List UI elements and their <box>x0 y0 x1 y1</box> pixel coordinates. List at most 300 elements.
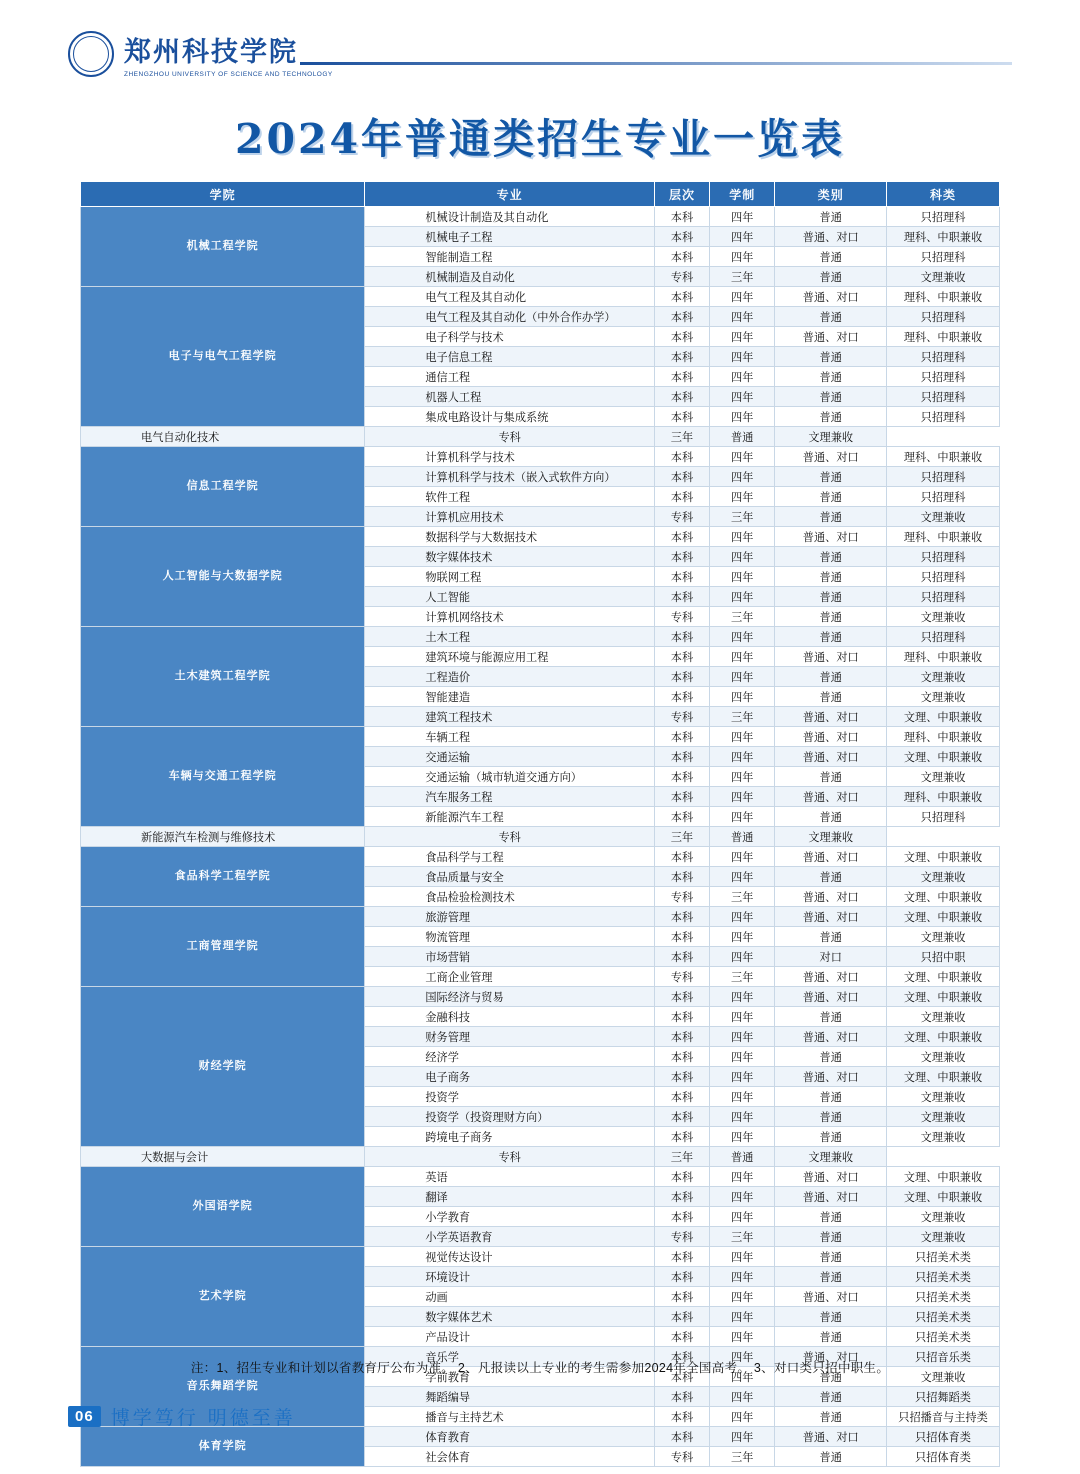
subject-cell: 文理兼收 <box>887 667 1000 687</box>
level-cell: 本科 <box>654 1047 709 1067</box>
table-header <box>81 182 1000 207</box>
college-cell: 工商管理学院 <box>81 907 365 987</box>
major-cell: 投资学（投资理财方向） <box>365 1107 655 1127</box>
category-cell: 普通、对口 <box>775 327 887 347</box>
subject-cell: 理科、中职兼收 <box>887 647 1000 667</box>
category-cell: 普通 <box>775 1247 887 1267</box>
category-cell: 普通 <box>775 1267 887 1287</box>
category-cell: 普通 <box>775 567 887 587</box>
major-cell: 物联网工程 <box>365 567 655 587</box>
subject-cell: 只招美术类 <box>887 1307 1000 1327</box>
years-cell: 四年 <box>710 907 775 927</box>
years-cell: 四年 <box>710 647 775 667</box>
college-cell: 信息工程学院 <box>81 447 365 527</box>
level-cell: 本科 <box>654 367 709 387</box>
subject-cell: 只招理科 <box>887 467 1000 487</box>
subject-cell: 文理、中职兼收 <box>887 1167 1000 1187</box>
years-cell: 四年 <box>710 1367 775 1387</box>
category-cell: 普通 <box>710 827 775 847</box>
subject-cell: 文理、中职兼收 <box>887 907 1000 927</box>
category-cell: 普通 <box>775 1367 887 1387</box>
logo-emblem-inner <box>73 36 109 72</box>
major-cell: 视觉传达设计 <box>365 1247 655 1267</box>
category-cell: 对口 <box>775 947 887 967</box>
table-row <box>81 287 1000 307</box>
subject-cell: 文理、中职兼收 <box>887 707 1000 727</box>
logo-name-cn: 郑州科技学院 <box>124 37 298 68</box>
majors-table-container <box>80 181 1000 1467</box>
subject-cell: 文理兼收 <box>887 1087 1000 1107</box>
years-cell: 三年 <box>654 1147 709 1167</box>
level-cell: 本科 <box>654 627 709 647</box>
category-cell: 普通、对口 <box>775 1287 887 1307</box>
category-cell: 普通 <box>775 1087 887 1107</box>
level-cell: 本科 <box>654 227 709 247</box>
category-cell: 普通 <box>775 387 887 407</box>
page-header <box>0 0 1080 92</box>
category-cell: 普通 <box>775 207 887 227</box>
major-cell: 计算机网络技术 <box>365 607 655 627</box>
level-cell: 本科 <box>654 767 709 787</box>
category-cell: 普通、对口 <box>775 987 887 1007</box>
column-header-years: 学制 <box>710 182 775 207</box>
major-cell: 机械设计制造及其自动化 <box>365 207 655 227</box>
level-cell: 专科 <box>365 427 655 447</box>
years-cell: 四年 <box>710 367 775 387</box>
major-cell: 智能制造工程 <box>365 247 655 267</box>
years-cell: 四年 <box>710 687 775 707</box>
table-note: 注：1、招生专业和计划以省教育厅公布为准。 2、凡报读以上专业的考生需参加2024年全国高考。 3、对口类只招中职生。 <box>190 1361 890 1375</box>
major-cell: 机械制造及自动化 <box>365 267 655 287</box>
level-cell: 本科 <box>654 787 709 807</box>
years-cell: 三年 <box>654 427 709 447</box>
subject-cell: 理科、中职兼收 <box>887 787 1000 807</box>
years-cell: 四年 <box>710 1047 775 1067</box>
years-cell: 三年 <box>710 967 775 987</box>
subject-cell: 理科、中职兼收 <box>887 727 1000 747</box>
major-cell: 软件工程 <box>365 487 655 507</box>
major-cell: 跨境电子商务 <box>365 1127 655 1147</box>
years-cell: 四年 <box>710 1087 775 1107</box>
college-cell: 人工智能与大数据学院 <box>81 527 365 627</box>
category-cell: 普通 <box>775 1007 887 1027</box>
level-cell: 专科 <box>365 1147 655 1167</box>
category-cell: 普通 <box>775 1407 887 1427</box>
years-cell: 四年 <box>710 527 775 547</box>
major-cell: 翻译 <box>365 1187 655 1207</box>
subject-cell: 只招理科 <box>887 547 1000 567</box>
level-cell: 本科 <box>654 247 709 267</box>
category-cell: 普通、对口 <box>775 907 887 927</box>
category-cell: 普通、对口 <box>775 747 887 767</box>
years-cell: 四年 <box>710 1347 775 1367</box>
level-cell: 本科 <box>654 407 709 427</box>
major-cell: 人工智能 <box>365 587 655 607</box>
subject-cell: 文理兼收 <box>887 607 1000 627</box>
years-cell: 三年 <box>710 607 775 627</box>
level-cell: 本科 <box>654 1427 709 1447</box>
level-cell: 本科 <box>654 1127 709 1147</box>
level-cell: 专科 <box>654 507 709 527</box>
years-cell: 四年 <box>710 1387 775 1407</box>
college-cell: 财经学院 <box>81 987 365 1147</box>
major-cell: 动画 <box>365 1287 655 1307</box>
category-cell: 普通 <box>775 1387 887 1407</box>
subject-cell: 文理、中职兼收 <box>887 1187 1000 1207</box>
subject-cell: 只招体育类 <box>887 1427 1000 1447</box>
level-cell: 本科 <box>654 1187 709 1207</box>
subject-cell: 只招美术类 <box>887 1287 1000 1307</box>
years-cell: 四年 <box>710 987 775 1007</box>
years-cell: 四年 <box>710 327 775 347</box>
major-cell: 新能源汽车检测与维修技术 <box>81 827 365 847</box>
years-cell: 四年 <box>710 1427 775 1447</box>
category-cell: 普通、对口 <box>775 1067 887 1087</box>
level-cell: 本科 <box>654 667 709 687</box>
major-cell: 机械电子工程 <box>365 227 655 247</box>
category-cell: 普通 <box>775 1207 887 1227</box>
subject-cell: 文理兼收 <box>887 687 1000 707</box>
level-cell: 本科 <box>654 1367 709 1387</box>
level-cell: 本科 <box>654 587 709 607</box>
subject-cell: 只招理科 <box>887 347 1000 367</box>
years-cell: 四年 <box>710 1287 775 1307</box>
subject-cell: 文理兼收 <box>887 507 1000 527</box>
major-cell: 工商企业管理 <box>365 967 655 987</box>
major-cell: 交通运输 <box>365 747 655 767</box>
subject-cell: 理科、中职兼收 <box>887 447 1000 467</box>
years-cell: 四年 <box>710 1247 775 1267</box>
major-cell: 音乐学 <box>365 1347 655 1367</box>
logo-emblem-icon <box>68 31 114 77</box>
category-cell: 普通 <box>775 767 887 787</box>
major-cell: 财务管理 <box>365 1027 655 1047</box>
years-cell: 四年 <box>710 1327 775 1347</box>
level-cell: 本科 <box>654 1347 709 1367</box>
years-cell: 四年 <box>710 947 775 967</box>
level-cell: 专科 <box>654 607 709 627</box>
university-logo <box>68 30 333 78</box>
years-cell: 四年 <box>710 1307 775 1327</box>
category-cell: 普通、对口 <box>775 847 887 867</box>
category-cell: 普通 <box>775 247 887 267</box>
level-cell: 本科 <box>654 387 709 407</box>
subject-cell: 文理兼收 <box>887 1107 1000 1127</box>
category-cell: 普通 <box>775 1127 887 1147</box>
level-cell: 本科 <box>654 1107 709 1127</box>
level-cell: 本科 <box>654 327 709 347</box>
subject-cell: 文理兼收 <box>887 1127 1000 1147</box>
major-cell: 舞蹈编导 <box>365 1387 655 1407</box>
level-cell: 本科 <box>654 1407 709 1427</box>
subject-cell: 文理兼收 <box>775 827 887 847</box>
table-row <box>81 727 1000 747</box>
category-cell: 普通 <box>775 687 887 707</box>
major-cell: 新能源汽车工程 <box>365 807 655 827</box>
table-row <box>81 1147 1000 1167</box>
major-cell: 工程造价 <box>365 667 655 687</box>
page-title: 2024年普通类招生专业一览表 <box>234 115 846 163</box>
major-cell: 电子信息工程 <box>365 347 655 367</box>
subject-cell: 文理、中职兼收 <box>887 987 1000 1007</box>
category-cell: 普通、对口 <box>775 887 887 907</box>
level-cell: 专科 <box>365 827 655 847</box>
major-cell: 物流管理 <box>365 927 655 947</box>
major-cell: 国际经济与贸易 <box>365 987 655 1007</box>
years-cell: 三年 <box>654 827 709 847</box>
major-cell: 电气工程及其自动化 <box>365 287 655 307</box>
years-cell: 三年 <box>710 707 775 727</box>
subject-cell: 只招舞蹈类 <box>887 1387 1000 1407</box>
level-cell: 本科 <box>654 867 709 887</box>
major-cell: 数据科学与大数据技术 <box>365 527 655 547</box>
major-cell: 电子科学与技术 <box>365 327 655 347</box>
level-cell: 本科 <box>654 467 709 487</box>
table-row <box>81 827 1000 847</box>
subject-cell: 只招音乐类 <box>887 1347 1000 1367</box>
years-cell: 四年 <box>710 347 775 367</box>
years-cell: 四年 <box>710 1027 775 1047</box>
years-cell: 四年 <box>710 807 775 827</box>
table-row <box>81 527 1000 547</box>
level-cell: 本科 <box>654 647 709 667</box>
subject-cell: 文理、中职兼收 <box>887 1027 1000 1047</box>
years-cell: 三年 <box>710 887 775 907</box>
level-cell: 本科 <box>654 927 709 947</box>
level-cell: 本科 <box>654 1067 709 1087</box>
major-cell: 土木工程 <box>365 627 655 647</box>
major-cell: 社会体育 <box>365 1447 655 1467</box>
years-cell: 四年 <box>710 547 775 567</box>
major-cell: 计算机科学与技术 <box>365 447 655 467</box>
category-cell: 普通 <box>775 627 887 647</box>
college-cell: 艺术学院 <box>81 1247 365 1347</box>
years-cell: 四年 <box>710 227 775 247</box>
subject-cell: 只招美术类 <box>887 1327 1000 1347</box>
subject-cell: 文理、中职兼收 <box>887 747 1000 767</box>
subject-cell: 文理兼收 <box>887 1367 1000 1387</box>
subject-cell: 理科、中职兼收 <box>887 227 1000 247</box>
category-cell: 普通 <box>775 667 887 687</box>
years-cell: 四年 <box>710 447 775 467</box>
subject-cell: 只招理科 <box>887 407 1000 427</box>
years-cell: 四年 <box>710 927 775 947</box>
years-cell: 四年 <box>710 767 775 787</box>
level-cell: 本科 <box>654 487 709 507</box>
major-cell: 数字媒体艺术 <box>365 1307 655 1327</box>
years-cell: 四年 <box>710 1187 775 1207</box>
level-cell: 本科 <box>654 687 709 707</box>
level-cell: 本科 <box>654 1287 709 1307</box>
category-cell: 普通 <box>775 1047 887 1067</box>
major-cell: 电气自动化技术 <box>81 427 365 447</box>
level-cell: 本科 <box>654 947 709 967</box>
table-row <box>81 627 1000 647</box>
category-cell: 普通、对口 <box>775 1187 887 1207</box>
subject-cell: 文理、中职兼收 <box>887 847 1000 867</box>
category-cell: 普通、对口 <box>775 727 887 747</box>
subject-cell: 只招理科 <box>887 567 1000 587</box>
category-cell: 普通 <box>710 427 775 447</box>
level-cell: 本科 <box>654 1087 709 1107</box>
years-cell: 四年 <box>710 287 775 307</box>
major-cell: 智能建造 <box>365 687 655 707</box>
major-cell: 产品设计 <box>365 1327 655 1347</box>
college-cell: 外国语学院 <box>81 1167 365 1247</box>
subject-cell: 文理兼收 <box>887 1007 1000 1027</box>
subject-cell: 只招播音与主持类 <box>887 1407 1000 1427</box>
table-row <box>81 987 1000 1007</box>
logo-name-en: ZHENGZHOU UNIVERSITY OF SCIENCE AND TECHNOLOGY <box>124 71 333 78</box>
level-cell: 本科 <box>654 1247 709 1267</box>
years-cell: 四年 <box>710 727 775 747</box>
category-cell: 普通 <box>775 1227 887 1247</box>
level-cell: 本科 <box>654 527 709 547</box>
years-cell: 四年 <box>710 207 775 227</box>
years-cell: 四年 <box>710 387 775 407</box>
major-cell: 体育教育 <box>365 1427 655 1447</box>
major-cell: 经济学 <box>365 1047 655 1067</box>
level-cell: 本科 <box>654 747 709 767</box>
years-cell: 四年 <box>710 1007 775 1027</box>
level-cell: 本科 <box>654 567 709 587</box>
level-cell: 本科 <box>654 207 709 227</box>
subject-cell: 只招中职 <box>887 947 1000 967</box>
subject-cell: 文理兼收 <box>887 767 1000 787</box>
category-cell: 普通 <box>775 807 887 827</box>
years-cell: 四年 <box>710 1067 775 1087</box>
level-cell: 本科 <box>654 907 709 927</box>
major-cell: 计算机科学与技术（嵌入式软件方向） <box>365 467 655 487</box>
level-cell: 本科 <box>654 847 709 867</box>
subject-cell: 文理兼收 <box>775 427 887 447</box>
years-cell: 四年 <box>710 1207 775 1227</box>
category-cell: 普通 <box>775 267 887 287</box>
table-row <box>81 907 1000 927</box>
years-cell: 四年 <box>710 307 775 327</box>
logo-text-block <box>124 30 333 78</box>
level-cell: 本科 <box>654 287 709 307</box>
college-cell: 土木建筑工程学院 <box>81 627 365 727</box>
category-cell: 普通 <box>710 1147 775 1167</box>
years-cell: 四年 <box>710 867 775 887</box>
subject-cell: 只招理科 <box>887 387 1000 407</box>
category-cell: 普通、对口 <box>775 787 887 807</box>
category-cell: 普通 <box>775 1327 887 1347</box>
years-cell: 四年 <box>710 1127 775 1147</box>
major-cell: 食品质量与安全 <box>365 867 655 887</box>
table-header-row <box>81 182 1000 207</box>
subject-cell: 只招美术类 <box>887 1267 1000 1287</box>
subject-cell: 文理、中职兼收 <box>887 1067 1000 1087</box>
category-cell: 普通 <box>775 547 887 567</box>
level-cell: 专科 <box>654 887 709 907</box>
page-number: 06 <box>68 1406 101 1427</box>
category-cell: 普通 <box>775 1307 887 1327</box>
subject-cell: 理科、中职兼收 <box>887 327 1000 347</box>
level-cell: 专科 <box>654 707 709 727</box>
major-cell: 车辆工程 <box>365 727 655 747</box>
category-cell: 普通 <box>775 367 887 387</box>
years-cell: 四年 <box>710 1407 775 1427</box>
table-row <box>81 447 1000 467</box>
major-cell: 计算机应用技术 <box>365 507 655 527</box>
years-cell: 四年 <box>710 1107 775 1127</box>
major-cell: 旅游管理 <box>365 907 655 927</box>
subject-cell: 文理兼收 <box>887 1047 1000 1067</box>
category-cell: 普通、对口 <box>775 527 887 547</box>
category-cell: 普通 <box>775 307 887 327</box>
level-cell: 专科 <box>654 267 709 287</box>
table-row <box>81 207 1000 227</box>
level-cell: 本科 <box>654 1167 709 1187</box>
years-cell: 四年 <box>710 667 775 687</box>
category-cell: 普通、对口 <box>775 1427 887 1447</box>
subject-cell: 文理兼收 <box>887 1207 1000 1227</box>
level-cell: 本科 <box>654 1027 709 1047</box>
subject-cell: 文理、中职兼收 <box>887 887 1000 907</box>
level-cell: 专科 <box>654 1227 709 1247</box>
category-cell: 普通 <box>775 1447 887 1467</box>
category-cell: 普通、对口 <box>775 287 887 307</box>
major-cell: 建筑工程技术 <box>365 707 655 727</box>
major-cell: 投资学 <box>365 1087 655 1107</box>
college-cell: 车辆与交通工程学院 <box>81 727 365 827</box>
category-cell: 普通 <box>775 407 887 427</box>
category-cell: 普通、对口 <box>775 647 887 667</box>
major-cell: 播音与主持艺术 <box>365 1407 655 1427</box>
major-cell: 市场营销 <box>365 947 655 967</box>
college-cell: 电子与电气工程学院 <box>81 287 365 427</box>
major-cell: 数字媒体技术 <box>365 547 655 567</box>
category-cell: 普通、对口 <box>775 227 887 247</box>
table-row <box>81 1247 1000 1267</box>
subject-cell: 只招理科 <box>887 807 1000 827</box>
subject-cell: 只招体育类 <box>887 1447 1000 1467</box>
years-cell: 四年 <box>710 1267 775 1287</box>
column-header-major: 专业 <box>365 182 655 207</box>
major-cell: 建筑环境与能源应用工程 <box>365 647 655 667</box>
level-cell: 本科 <box>654 1327 709 1347</box>
years-cell: 三年 <box>710 507 775 527</box>
column-header-subject: 科类 <box>887 182 1000 207</box>
category-cell: 普通 <box>775 927 887 947</box>
major-cell: 食品科学与工程 <box>365 847 655 867</box>
subject-cell: 只招美术类 <box>887 1247 1000 1267</box>
header-divider <box>300 62 1012 65</box>
major-cell: 机器人工程 <box>365 387 655 407</box>
college-cell: 机械工程学院 <box>81 207 365 287</box>
subject-cell: 文理兼收 <box>887 1227 1000 1247</box>
years-cell: 四年 <box>710 787 775 807</box>
subject-cell: 文理兼收 <box>887 867 1000 887</box>
major-cell: 汽车服务工程 <box>365 787 655 807</box>
column-header-level: 层次 <box>654 182 709 207</box>
level-cell: 本科 <box>654 1387 709 1407</box>
level-cell: 本科 <box>654 1007 709 1027</box>
level-cell: 本科 <box>654 727 709 747</box>
subject-cell: 只招理科 <box>887 307 1000 327</box>
major-cell: 交通运输（城市轨道交通方向） <box>365 767 655 787</box>
years-cell: 四年 <box>710 747 775 767</box>
subject-cell: 只招理科 <box>887 627 1000 647</box>
level-cell: 本科 <box>654 1267 709 1287</box>
table-row <box>81 1167 1000 1187</box>
major-cell: 小学英语教育 <box>365 1227 655 1247</box>
category-cell: 普通 <box>775 467 887 487</box>
years-cell: 三年 <box>710 1227 775 1247</box>
subject-cell: 文理兼收 <box>775 1147 887 1167</box>
